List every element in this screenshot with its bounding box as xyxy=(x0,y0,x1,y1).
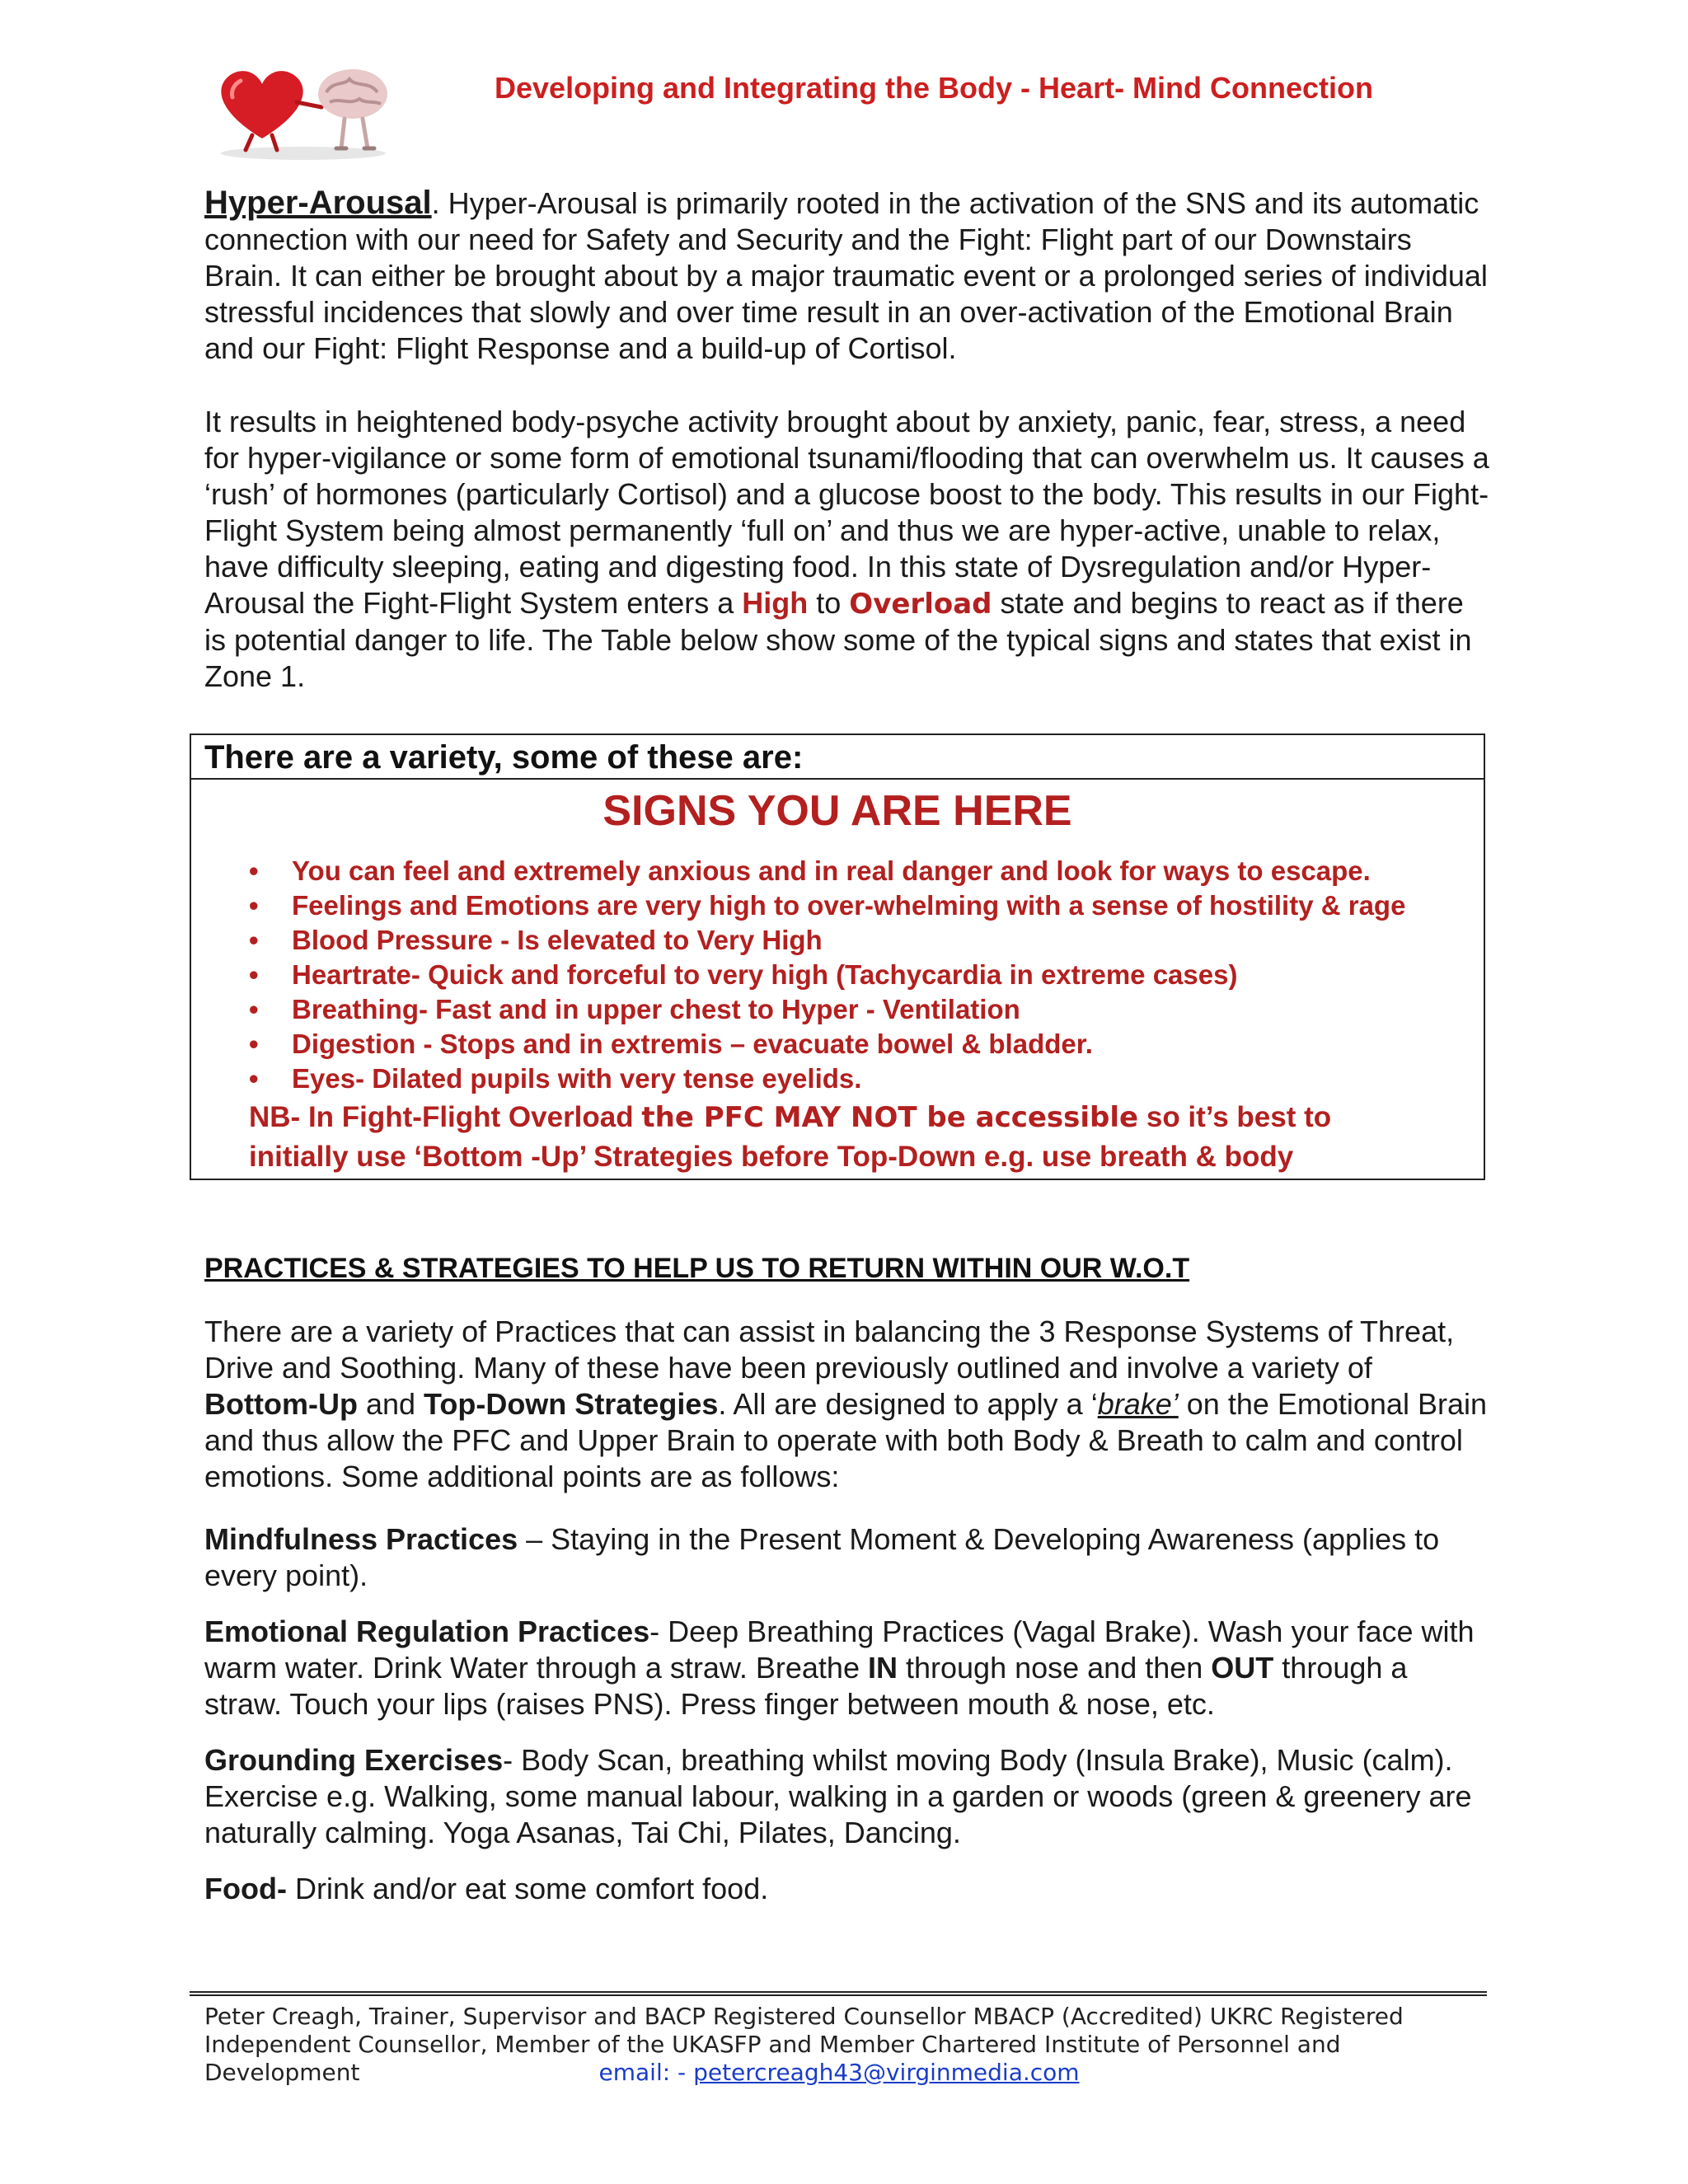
signs-title: SIGNS YOU ARE HERE xyxy=(603,787,1072,835)
heart-brain-logo-icon xyxy=(204,56,394,162)
practices-intro-text-2: . All are designed to apply a ‘ xyxy=(718,1387,1098,1421)
nb-text-1: In Fight-Flight Overload xyxy=(300,1101,642,1133)
in-emphasis: IN xyxy=(867,1651,898,1685)
nb-label: NB- xyxy=(249,1101,301,1133)
list-item: • You can feel and extremely anxious and in real danger and look for ways to escape. xyxy=(249,854,1484,888)
list-item: • Heartrate- Quick and forceful to very high (Tachycardia in extreme cases) xyxy=(249,958,1484,992)
intro-paragraph-1-text: . Hyper-Arousal is primarily rooted in the activation of the SNS and its automatic connection with our need for Safety and Security and the Fight: Flight part of our Downstairs Brain. It can either be brought about by a major traumatic event or a prolonged series of individual stressful incidences that slowly and over time result in an over-activation of the Emotional Brain and our Fight: Flight Response and a build-up of Cortisol. xyxy=(204,186,1488,365)
footer-line-1: Peter Creagh, Trainer, Supervisor and BACP Registered Counsellor MBACP (Accredited) UKRC Registered xyxy=(204,2003,1404,2030)
emotional-text-3: through a straw. Touch your lips (raises PNS). Press finger between mouth & nose, etc. xyxy=(204,1651,1408,1721)
document-header-title: Developing and Integrating the Body - Heart- Mind Connection xyxy=(495,71,1374,105)
nb-line-2: initially use ‘Bottom -Up’ Strategies before Top-Down e.g. use breath & body xyxy=(249,1141,1294,1173)
mindfulness-paragraph xyxy=(204,1521,1490,1594)
mindfulness-label: Mindfulness Practices xyxy=(204,1522,518,1556)
signs-table xyxy=(190,733,1485,1180)
nb-text-2: so it’s best to xyxy=(1138,1101,1332,1133)
food-label: Food- xyxy=(204,1872,287,1905)
practices-intro-text-3: on the Emotional Brain and thus allow the PFC and Upper Brain to operate with both Body & Breath to calm and control emotions. Some additional points are as follows: xyxy=(204,1387,1487,1493)
footer-divider xyxy=(190,1991,1487,1996)
footer xyxy=(204,2003,1490,2087)
intro-paragraph-1 xyxy=(204,185,1490,367)
list-item: • Breathing- Fast and in upper chest to Hyper - Ventilation xyxy=(249,992,1484,1027)
food-paragraph xyxy=(204,1871,1490,1907)
signs-table-header: There are a variety, some of these are: xyxy=(191,735,1484,780)
practices-intro-text-1: There are a variety of Practices that can assist in balancing the 3 Response Systems of Threat, Drive and Soothing. Many of these have been previously outlined and involve a variety of xyxy=(204,1315,1455,1385)
footer-development: Development xyxy=(204,2059,360,2086)
to-word: to xyxy=(808,586,850,620)
nb-note xyxy=(249,1098,1484,1177)
brake-emphasis: brake’ xyxy=(1097,1387,1179,1421)
food-text: Drink and/or eat some comfort food. xyxy=(286,1872,769,1905)
high-emphasis: High xyxy=(742,586,809,620)
grounding-label: Grounding Exercises xyxy=(204,1743,504,1777)
hyper-arousal-heading: Hyper-Arousal xyxy=(204,185,432,221)
signs-list xyxy=(191,854,1484,1096)
emotional-text-1: - Deep Breathing Practices (Vagal Brake). Wash your face with warm water. Drink Water through a straw. Breathe xyxy=(204,1615,1475,1685)
intro-paragraph-2-text: It results in heightened body-psyche activity brought about by anxiety, panic, fear, stress, a need for hyper-vigilance or some form of emotional tsunami/flooding that can overwhelm us. It causes a ‘rush’ of hormones (particularly Cortisol) and a glucose boost to the body. This results in our Fight-Flight System being almost permanently ‘full on’ and thus we are hyper-active, unable to relax, have difficulty sleeping, eating and digesting food. In this state of Dysregulation and/or Hyper-Arousal the Fight-Flight System enters a xyxy=(204,405,1489,620)
footer-line-2: Independent Counsellor, Member of the UKASFP and Member Chartered Institute of Personnel and xyxy=(204,2031,1341,2058)
list-item: • Feelings and Emotions are very high to over-whelming with a sense of hostility & rage xyxy=(249,888,1484,923)
intro-paragraph-2 xyxy=(204,404,1490,695)
mindfulness-text: – Staying in the Present Moment & Developing Awareness (applies to every point). xyxy=(204,1522,1440,1592)
out-emphasis: OUT xyxy=(1211,1651,1274,1685)
grounding-paragraph xyxy=(204,1742,1490,1851)
footer-line-3 xyxy=(204,2059,1490,2087)
list-item: • Blood Pressure - Is elevated to Very High xyxy=(249,923,1484,958)
top-down-emphasis: Top-Down Strategies xyxy=(424,1387,719,1421)
email-link[interactable]: petercreagh43@virginmedia.com xyxy=(693,2059,1080,2086)
emotional-regulation-label: Emotional Regulation Practices xyxy=(204,1615,650,1648)
grounding-text: - Body Scan, breathing whilst moving Body (Insula Brake), Music (calm). Exercise e.g. Walking, some manual labour, walking in a garden or woods (green & greenery are naturally calming. Yoga Asanas, Tai Chi, Pilates, Dancing. xyxy=(204,1743,1472,1849)
email-label: email: - xyxy=(598,2059,694,2086)
and-word: and xyxy=(357,1387,424,1421)
bottom-up-emphasis: Bottom-Up xyxy=(204,1387,358,1421)
overload-emphasis: Overload xyxy=(849,588,992,621)
emotional-regulation-paragraph xyxy=(204,1614,1490,1722)
list-item: • Digestion - Stops and in extremis – evacuate bowel & bladder. xyxy=(249,1027,1484,1062)
pfc-warning: the PFC MAY NOT be accessible xyxy=(641,1101,1139,1134)
list-item: • Eyes- Dilated pupils with very tense eyelids. xyxy=(249,1062,1484,1096)
emotional-text-2: through nose and then xyxy=(897,1651,1212,1685)
practices-heading: PRACTICES & STRATEGIES TO HELP US TO RETURN WITHIN OUR W.O.T xyxy=(204,1253,1190,1284)
intro-paragraph-2-end: state and begins to react as if there is potential danger to life. The Table below show some of the typical signs and states that exist in Zone 1. xyxy=(204,586,1472,693)
practices-intro-paragraph xyxy=(204,1314,1490,1495)
